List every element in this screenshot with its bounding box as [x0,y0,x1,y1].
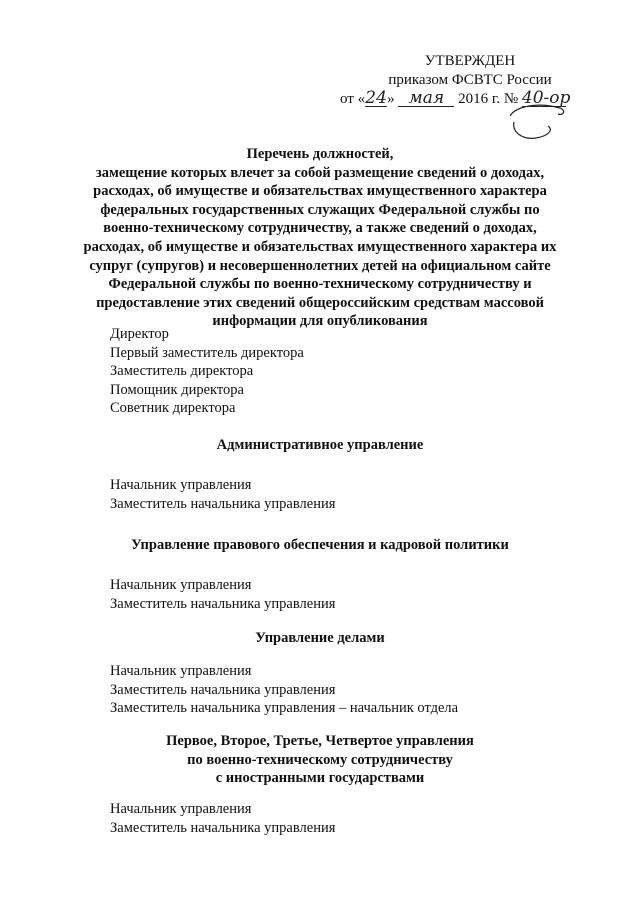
section-heading [60,436,580,455]
approval-block [340,52,600,109]
section-positions-list [110,476,335,513]
title-line: замещение которых влечет за собой размещение сведений о доходах, [95,164,545,181]
approved-label: УТВЕРЖДЕН [424,53,516,69]
position-item: Начальник управления [110,477,252,493]
section-heading-line: Управление делами [255,630,385,646]
title-line: военно-техническому сотрудничеству, а также сведений о доходах, [103,220,537,237]
title-line: информации для опубликования [212,313,428,330]
title-line: предоставление этих сведений общероссийским средствам массовой [96,294,544,311]
title-line: расходах, об имуществе и обязательствах имущественного характера их [83,238,557,255]
position-item: Начальник управления [110,577,252,593]
section-heading-line: Административное управление [216,437,424,453]
position-item: Директор [110,326,169,342]
order-day: 24 [365,88,387,108]
section-positions-list [110,576,335,613]
order-label: приказом ФСВТС России [388,72,552,88]
order-month: мая [398,90,454,107]
director-positions-list [110,325,304,418]
order-date-line [340,90,600,109]
position-item: Начальник управления [110,801,252,817]
section-heading [60,732,580,788]
section-heading [60,536,580,555]
title-line: супруг (супругов) и несовершеннолетних детей на официальном сайте [89,257,551,274]
position-item: Заместитель начальника управления [110,819,336,836]
handwritten-signature-icon [508,98,568,144]
section-positions-list [110,800,335,837]
section-positions-list [110,662,458,718]
title-line: федеральных государственных служащих Федеральной службы по [100,201,540,218]
order-number: 40-ор [521,88,571,108]
title-line: Федеральной службы по военно-техническому сотрудничеству и [108,276,532,293]
title-line: расходах, об имуществе и обязательствах имущественного характера [93,183,547,200]
position-item: Советник директора [110,400,236,417]
section-heading-line: по военно-техническому сотрудничеству [187,751,453,768]
from-label: от « [340,91,366,107]
section-heading-line: Первое, Второе, Третье, Четвертое управления [166,733,474,749]
position-item: Заместитель директора [110,363,254,380]
document-title [80,145,560,331]
order-year: 2016 г. № [458,91,519,107]
position-item: Начальник управления [110,663,252,679]
close-quote: » [387,91,395,107]
position-item: Первый заместитель директора [110,344,304,361]
position-item: Заместитель начальника управления [110,595,336,612]
section-heading-line: Управление правового обеспечения и кадровой политики [131,537,509,553]
section-heading-line: с иностранными государствами [215,770,425,787]
position-item: Заместитель начальника управления [110,681,336,698]
section-heading [60,629,580,648]
position-item: Заместитель начальника управления – начальник отдела [110,700,459,717]
position-item: Заместитель начальника управления [110,495,336,512]
title-line: Перечень должностей, [246,146,394,162]
position-item: Помощник директора [110,381,244,398]
